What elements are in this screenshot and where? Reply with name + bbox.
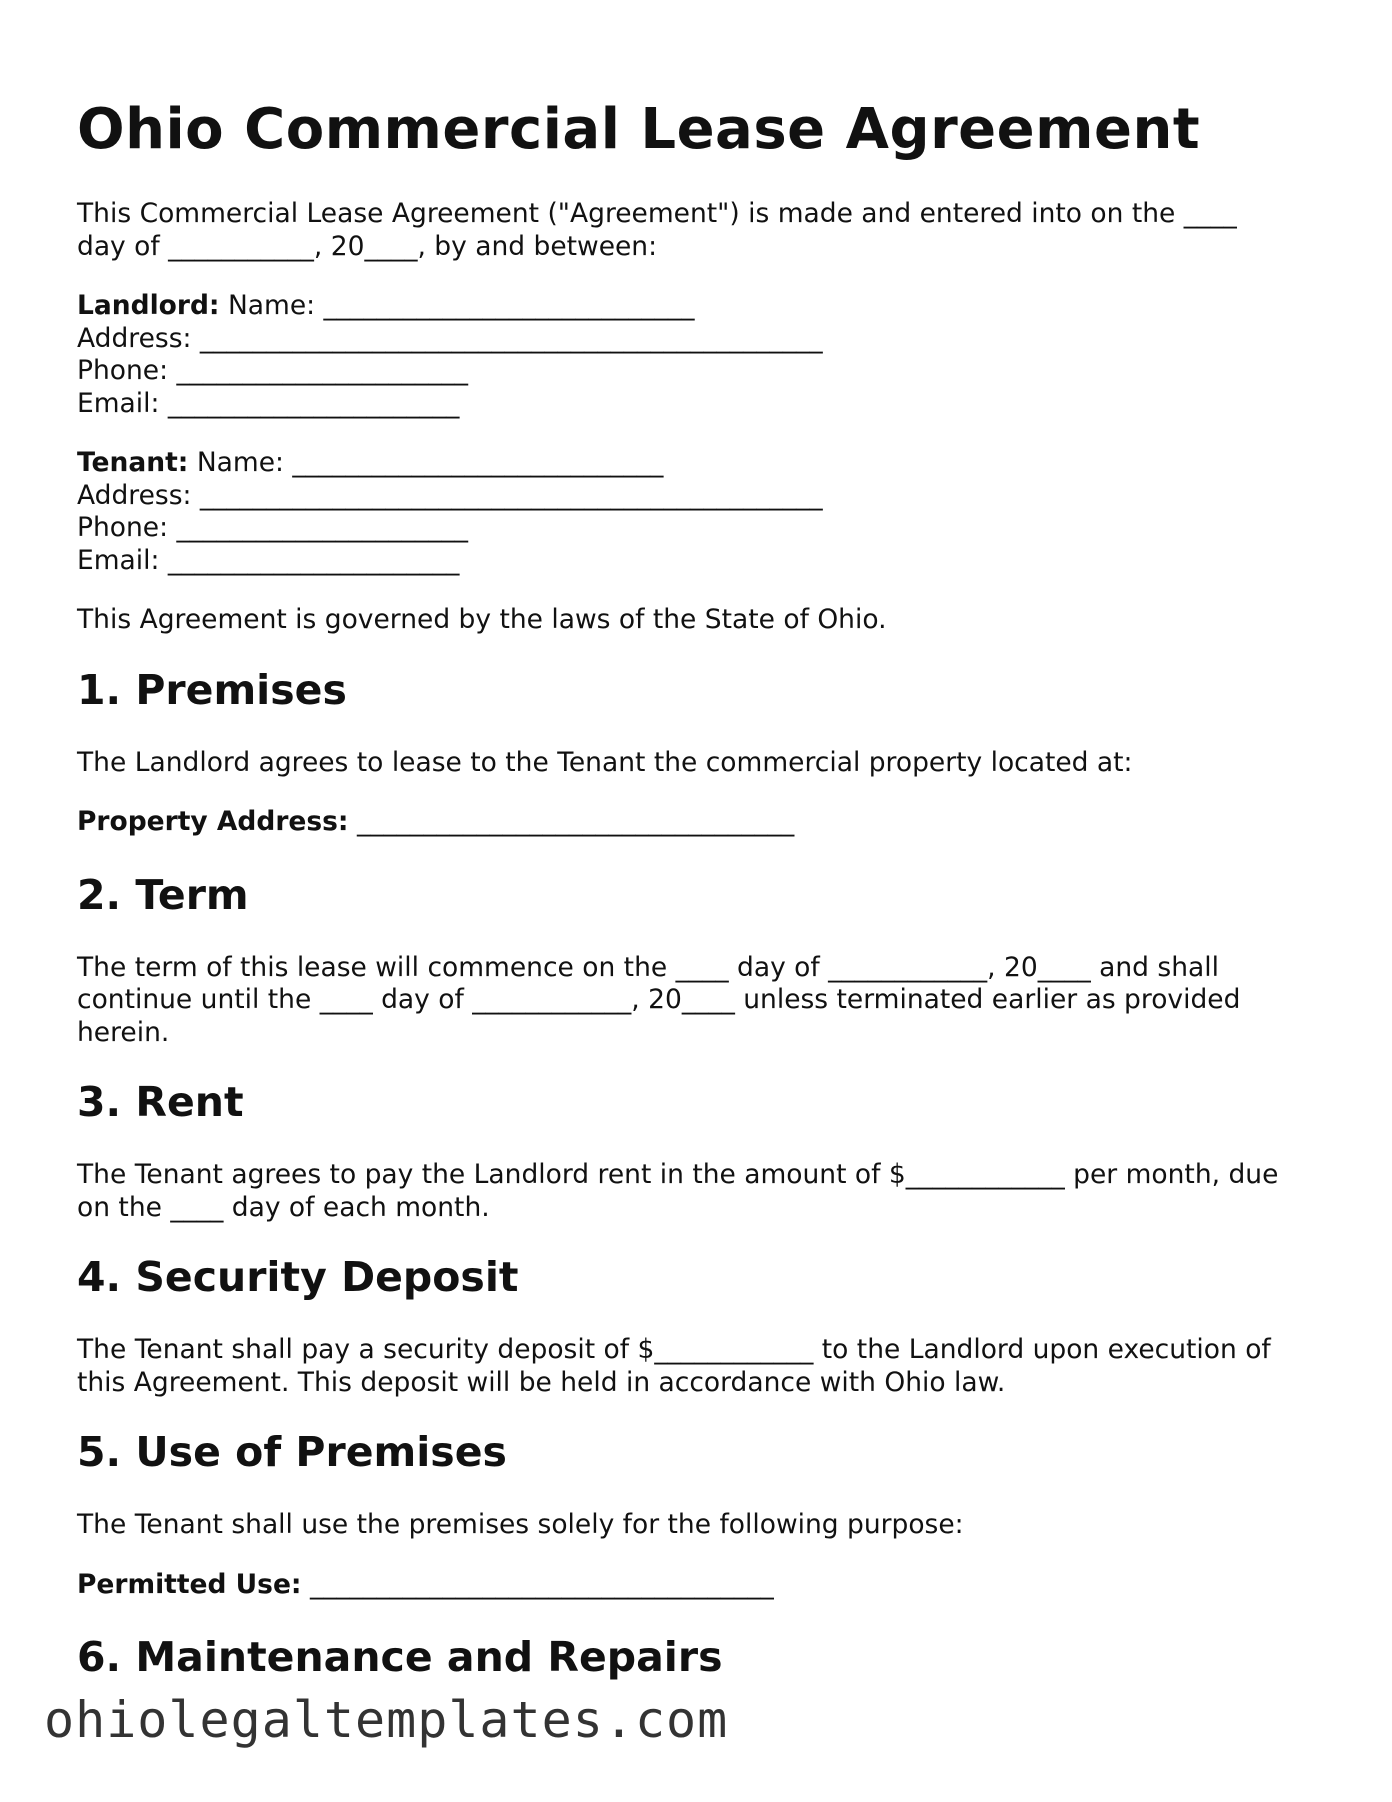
tenant-name-line [77,447,1327,480]
property-address-field [77,806,1327,839]
landlord-block [77,290,1327,420]
tenant-block [77,447,1327,577]
tenant-phone-field: Phone: ______________________ [77,512,468,543]
deposit-line-1: The Tenant shall pay a security deposit of $____________ to the Landlord upon execution of [77,1334,1271,1365]
section-maintenance-heading: 6. Maintenance and Repairs [77,1633,723,1681]
permitted-use-field [77,1569,1327,1602]
landlord-name-field: Name: ____________________________ [227,290,695,321]
landlord-email-field: Email: ______________________ [77,387,460,419]
rent-line-1: The Tenant agrees to pay the Landlord rent in the amount of $____________ per month, due [77,1159,1279,1190]
term-line-2: continue until the ____ day of ____________, 20____ unless terminated earlier as provided [77,984,1241,1015]
document-page [77,92,1327,1714]
section-term-heading: 2. Term [77,870,249,919]
section-security-deposit-heading: 4. Security Deposit [77,1253,519,1301]
landlord-label: Landlord: [77,290,220,321]
section-security-deposit-text [77,1334,1327,1399]
rent-line-2: on the ____ day of each month. [77,1191,490,1223]
section-premises-text: The Landlord agrees to lease to the Tenant the commercial property located at: [77,746,1133,778]
section-use-heading: 5. Use of Premises [77,1428,507,1476]
section-use-text: The Tenant shall use the premises solely for the following purpose: [77,1509,964,1540]
landlord-phone-field: Phone: ______________________ [77,355,468,386]
document-title: Ohio Commercial Lease Agreement [77,97,1201,162]
section-rent-text [77,1159,1327,1224]
permitted-use-label: Permitted Use: [77,1568,302,1600]
intro-line-2: day of ___________, 20____, by and between: [77,230,658,262]
permitted-use-blank: ___________________________________ [309,1568,774,1600]
landlord-address-field: Address: _______________________________________________ [77,322,823,354]
landlord-name-line [77,290,1327,323]
property-address-blank: _________________________________ [356,806,795,837]
term-line-3: herein. [77,1016,170,1048]
tenant-label: Tenant: [77,447,189,478]
governing-law-text: This Agreement is governed by the laws of the State of Ohio. [77,604,887,635]
intro-line-1: This Commercial Lease Agreement ("Agreement") is made and entered into on the ____ [77,198,1237,229]
section-rent-heading: 3. Rent [77,1078,244,1126]
site-watermark: ohiolegaltemplates.com [44,1691,729,1749]
property-address-label: Property Address: [77,806,349,837]
deposit-line-2: this Agreement. This deposit will be held in accordance with Ohio law. [77,1366,1006,1398]
section-term-text [77,952,1327,1050]
term-line-1: The term of this lease will commence on the ____ day of ____________, 20____ and shall [77,951,1219,983]
tenant-email-field: Email: ______________________ [77,544,460,576]
section-premises-heading: 1. Premises [77,665,347,714]
intro-paragraph [77,198,1327,263]
tenant-name-field: Name: ____________________________ [196,447,664,478]
tenant-address-field: Address: _______________________________________________ [77,479,823,511]
